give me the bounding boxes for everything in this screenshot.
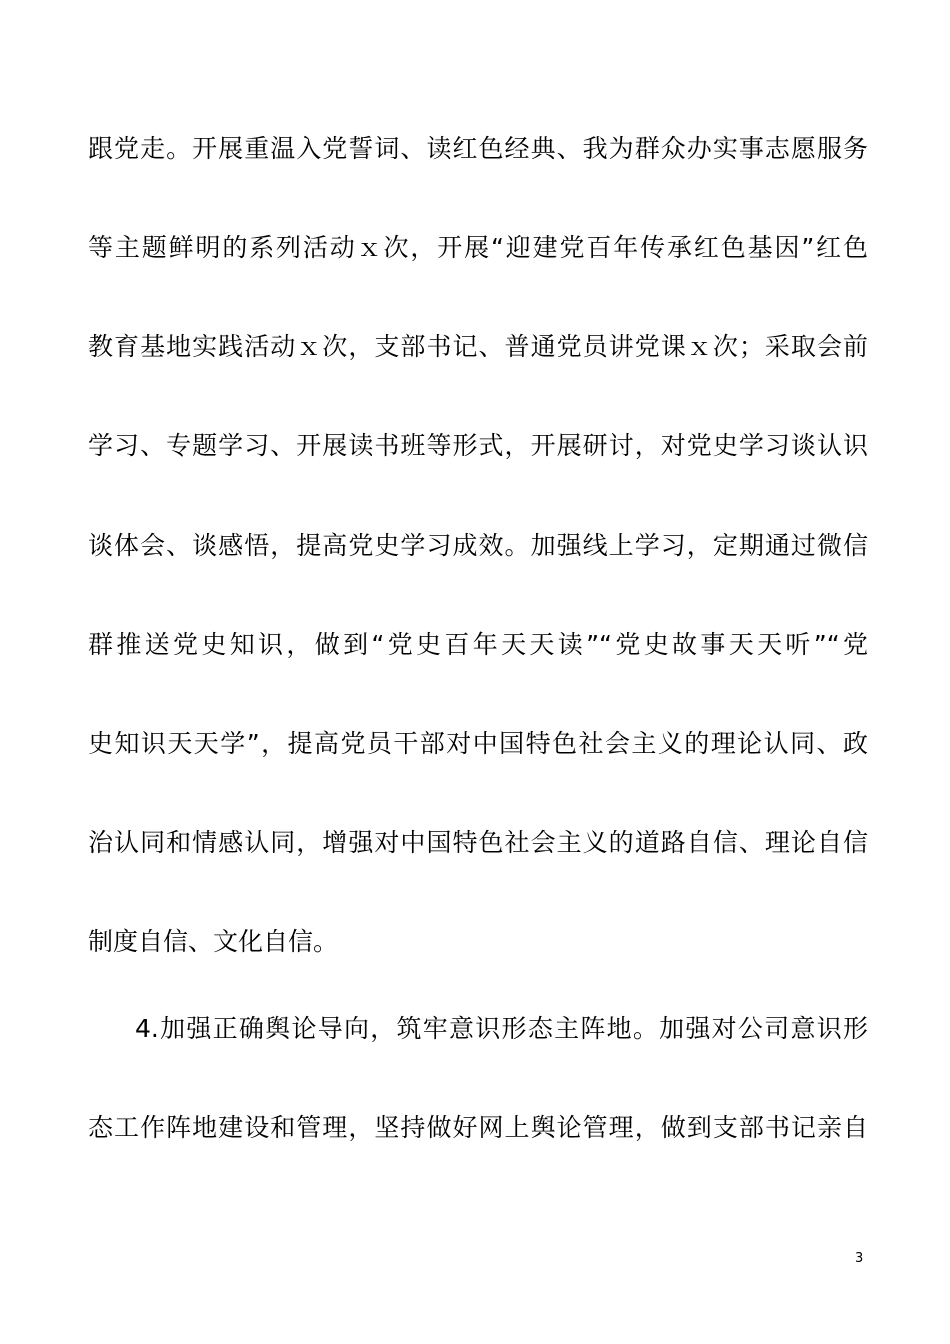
text-line: 学习、专题学习、开展读书班等形式，开展研讨，对党史学习谈认识 [88, 431, 868, 460]
page-number: 3 [855, 1251, 864, 1266]
text-line: 制度自信、文化自信。 [88, 927, 339, 956]
text-line: 等主题鲜明的系列活动ｘ次，开展“迎建党百年传承红色基因”红色 [88, 233, 868, 262]
text-line: 态工作阵地建设和管理，坚持做好网上舆论管理，做到支部书记亲自 [88, 1113, 868, 1142]
text-line: 教育基地实践活动ｘ次，支部书记、普通党员讲党课ｘ次；采取会前 [88, 332, 868, 361]
text-line: 4.加强正确舆论导向，筑牢意识形态主阵地。加强对公司意识形 [135, 1014, 868, 1043]
text-line: 史知识天天学”，提高党员干部对中国特色社会主义的理论认同、政 [88, 729, 868, 758]
text-line: 治认同和情感认同，增强对中国特色社会主义的道路自信、理论自信 [88, 828, 868, 857]
text-line: 谈体会、谈感悟，提高党史学习成效。加强线上学习，定期通过微信 [88, 531, 868, 560]
text-line: 跟党走。开展重温入党誓词、读红色经典、我为群众办实事志愿服务 [88, 134, 868, 163]
text-line: 群推送党史知识，做到“党史百年天天读”“党史故事天天听”“党 [88, 630, 868, 659]
